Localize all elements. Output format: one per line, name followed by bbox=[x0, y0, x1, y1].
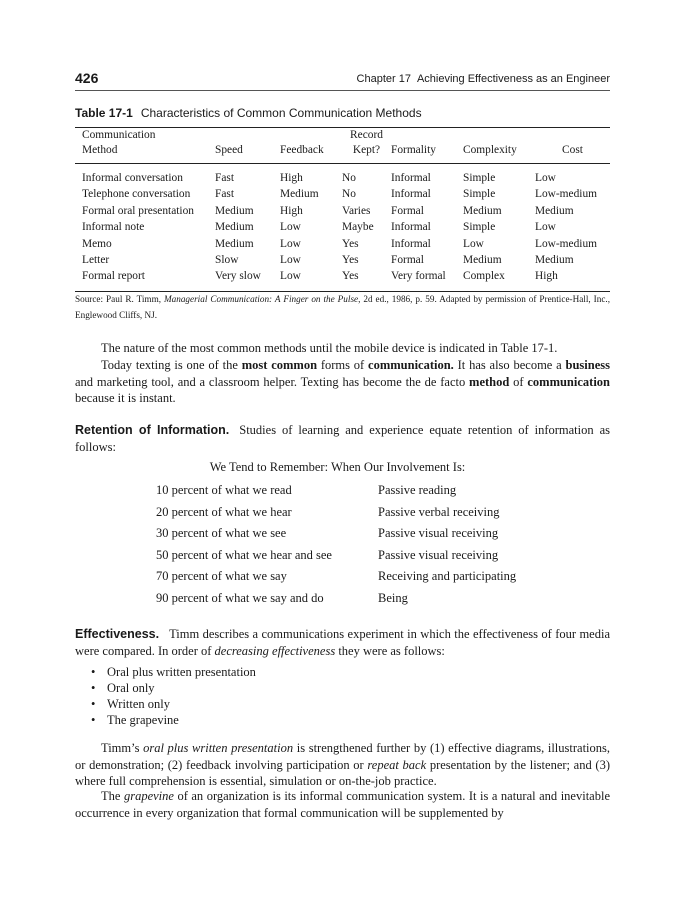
table-caption bbox=[75, 106, 422, 120]
table-header-cell: Method bbox=[82, 144, 118, 156]
retention-percent: 50 percent of what we hear and see bbox=[156, 547, 332, 562]
table-cell: Low bbox=[535, 172, 556, 184]
table-cell: Yes bbox=[342, 270, 359, 283]
table-header-row bbox=[75, 143, 610, 164]
table-cell: Fast bbox=[215, 188, 234, 201]
table-cell: Telephone conversation bbox=[82, 188, 191, 201]
retention-row bbox=[156, 480, 516, 502]
table-cell: Medium bbox=[215, 221, 254, 234]
table-cell: Low-medium bbox=[535, 188, 598, 201]
table-cell: No bbox=[342, 188, 356, 201]
chapter-title: Achieving Effectiveness as an Engineer bbox=[416, 73, 610, 85]
retention-row bbox=[156, 502, 516, 524]
retention-percent: 90 percent of what we say and do bbox=[156, 590, 324, 605]
body-paragraph bbox=[75, 740, 610, 790]
table-row bbox=[75, 268, 610, 290]
retention-row bbox=[156, 566, 516, 588]
table-title: Characteristics of Common Communication Methods bbox=[140, 106, 422, 120]
effectiveness-section bbox=[75, 626, 610, 659]
table-row bbox=[75, 236, 610, 252]
emphasis-text: decreasing effectiveness bbox=[214, 643, 336, 658]
paragraph-text: The nature of the most common methods until the mobile device is indicated in Table 17-1. bbox=[101, 341, 558, 355]
table-header-cell: Kept? bbox=[352, 144, 381, 156]
paragraph-text: they were as follows: bbox=[335, 643, 445, 658]
table-cell: Varies bbox=[342, 204, 371, 217]
paragraph-text: Timm’s bbox=[101, 741, 144, 755]
effectiveness-list bbox=[90, 664, 256, 728]
table-row bbox=[75, 164, 610, 186]
paragraph-text: of an organization is its informal communication system. It is a natural and inevitable occurrence in every organization that formal communication will be supplemented by bbox=[75, 789, 610, 820]
retention-involvement: Passive verbal receiving bbox=[378, 504, 500, 519]
table-cell: Simple bbox=[463, 188, 496, 201]
table-cell: Formal oral presentation bbox=[82, 204, 194, 217]
bold-term: communication. bbox=[368, 358, 454, 372]
table-cell: Slow bbox=[215, 254, 239, 267]
table-row bbox=[75, 219, 610, 235]
table-cell: Medium bbox=[215, 237, 254, 250]
table-cell: Low bbox=[463, 237, 484, 250]
table-cell: Informal bbox=[391, 221, 431, 234]
paragraph-text: Timm describes a communications experiment in which the effectiveness of four media were compared. In order of bbox=[75, 627, 610, 658]
paragraph-text: Studies of learning and experience equate retention of information as follows: bbox=[75, 423, 610, 454]
section-heading: Retention of Information. bbox=[75, 423, 230, 437]
table-source-note bbox=[75, 291, 610, 323]
source-title: Managerial Communication: A Finger on the Pulse bbox=[164, 294, 359, 304]
retention-involvement: Passive visual receiving bbox=[378, 526, 499, 541]
table-cell: Simple bbox=[463, 221, 496, 234]
table-header-cell bbox=[280, 128, 342, 143]
table-cell: Memo bbox=[82, 237, 112, 250]
paragraph-text: because it is instant. bbox=[75, 391, 176, 405]
table-header-cell bbox=[535, 128, 610, 143]
table-cell: Medium bbox=[463, 204, 502, 217]
retention-involvement: Receiving and participating bbox=[378, 569, 517, 584]
table-cell: Maybe bbox=[342, 221, 374, 234]
table-cell: Yes bbox=[342, 237, 359, 250]
retention-percent: 20 percent of what we hear bbox=[156, 504, 292, 519]
paragraph-text: Today texting is one of the bbox=[101, 358, 242, 372]
table-row bbox=[75, 186, 610, 202]
table-cell: Low bbox=[535, 221, 556, 234]
section-heading: Effectiveness. bbox=[75, 627, 160, 641]
bold-term: business bbox=[565, 358, 610, 372]
table-header-row-top bbox=[75, 128, 610, 143]
paragraph-text: of bbox=[509, 374, 528, 389]
paragraph-text: The bbox=[101, 789, 124, 803]
body-paragraph bbox=[75, 340, 610, 357]
paragraph-text: and marketing tool, and a classroom helper. Texting has become the de facto bbox=[75, 374, 470, 389]
source-prefix: Source: Paul R. Timm, bbox=[75, 294, 164, 304]
paragraph-text: It has also become a bbox=[453, 358, 566, 372]
table-cell: Medium bbox=[535, 204, 574, 217]
table-cell: Fast bbox=[215, 172, 234, 184]
paragraph-text: presentation by the listener; and (3) where full comprehension is essential, simulation or on-the-job practice. bbox=[75, 757, 610, 788]
retention-involvement: Passive visual receiving bbox=[378, 547, 499, 562]
list-item: • The grapevine bbox=[90, 712, 256, 728]
body-paragraph bbox=[75, 788, 610, 821]
table-cell: Medium bbox=[280, 188, 319, 201]
table-header-cell: Cost bbox=[562, 144, 583, 156]
source-suffix: , 2d ed., 1986, p. 59. Adapted by permission of Prentice-Hall, Inc., Englewood Cliffs, NJ. bbox=[75, 294, 610, 320]
table-cell: Low bbox=[280, 221, 301, 234]
retention-table-title: We Tend to Remember: When Our Involvement Is: bbox=[209, 460, 466, 474]
table-label: Table 17-1 bbox=[75, 106, 133, 120]
table-cell: Very slow bbox=[215, 270, 261, 283]
retention-table bbox=[156, 480, 516, 610]
list-item: • Written only bbox=[90, 696, 256, 712]
retention-involvement: Being bbox=[378, 590, 408, 605]
retention-row bbox=[156, 588, 516, 610]
header-rule bbox=[75, 90, 610, 91]
table-cell: Formal bbox=[391, 204, 424, 217]
emphasis-text: repeat back bbox=[367, 757, 427, 772]
paragraph-text: is strengthened further by (1) effective diagrams, illustrations, or demonstration; (2) feedback involving participation or bbox=[75, 741, 611, 772]
table-header-cell bbox=[463, 128, 535, 143]
table-cell: Informal bbox=[391, 237, 431, 250]
table-cell: Simple bbox=[463, 172, 496, 184]
paragraph-text: forms of bbox=[317, 358, 369, 372]
retention-percent: 10 percent of what we read bbox=[156, 483, 292, 497]
table-cell: Low bbox=[280, 270, 301, 283]
table-row bbox=[75, 252, 610, 268]
table-cell: Low-medium bbox=[535, 237, 598, 250]
bold-term: most common bbox=[241, 358, 318, 372]
page-number: 426 bbox=[75, 70, 99, 86]
table-header-cell: Complexity bbox=[463, 144, 517, 156]
table-cell: Medium bbox=[535, 254, 574, 267]
table-header-cell: Feedback bbox=[280, 144, 324, 156]
running-head bbox=[351, 73, 610, 85]
emphasis-text: oral plus written presentation bbox=[143, 741, 294, 755]
list-item: • Oral only bbox=[90, 680, 256, 696]
retention-row bbox=[156, 523, 516, 545]
table-header-cell: Communication bbox=[82, 129, 156, 141]
table-cell: High bbox=[535, 270, 558, 283]
table-header-cell: Speed bbox=[215, 144, 243, 156]
body-paragraph bbox=[75, 357, 610, 407]
table-header-cell: Record bbox=[350, 129, 383, 141]
table-cell: Informal bbox=[391, 172, 431, 184]
retention-row bbox=[156, 545, 516, 567]
emphasis-text: grapevine bbox=[123, 789, 174, 803]
table-cell: Informal conversation bbox=[82, 172, 183, 184]
table-row bbox=[75, 203, 610, 219]
retention-section bbox=[75, 422, 610, 455]
retention-involvement: Passive reading bbox=[378, 483, 457, 497]
table-cell: No bbox=[342, 172, 356, 184]
table-cell: Medium bbox=[463, 254, 502, 267]
table-cell: Letter bbox=[82, 254, 110, 267]
table-cell: Informal note bbox=[82, 221, 145, 234]
table-header-cell bbox=[391, 128, 463, 143]
table-cell: Complex bbox=[463, 270, 505, 283]
list-item: • Oral plus written presentation bbox=[90, 664, 256, 680]
retention-percent: 70 percent of what we say bbox=[156, 569, 287, 584]
table-cell: Medium bbox=[215, 204, 254, 217]
table-cell: Low bbox=[280, 237, 301, 250]
table-header-cell bbox=[215, 128, 280, 143]
communication-methods-table bbox=[75, 127, 610, 292]
chapter-number: Chapter 17 bbox=[356, 73, 411, 85]
table-header-cell: Formality bbox=[391, 144, 436, 156]
bold-term: communication bbox=[527, 374, 610, 389]
table-cell: Informal bbox=[391, 188, 431, 201]
table-cell: Formal report bbox=[82, 270, 145, 283]
table-cell: Low bbox=[280, 254, 301, 267]
retention-percent: 30 percent of what we see bbox=[156, 526, 287, 541]
table-cell: Very formal bbox=[391, 270, 446, 283]
bold-term: method bbox=[469, 374, 510, 389]
table-cell: Formal bbox=[391, 254, 424, 267]
table-cell: Yes bbox=[342, 254, 359, 267]
table-cell: High bbox=[280, 172, 303, 184]
table-cell: High bbox=[280, 204, 303, 217]
